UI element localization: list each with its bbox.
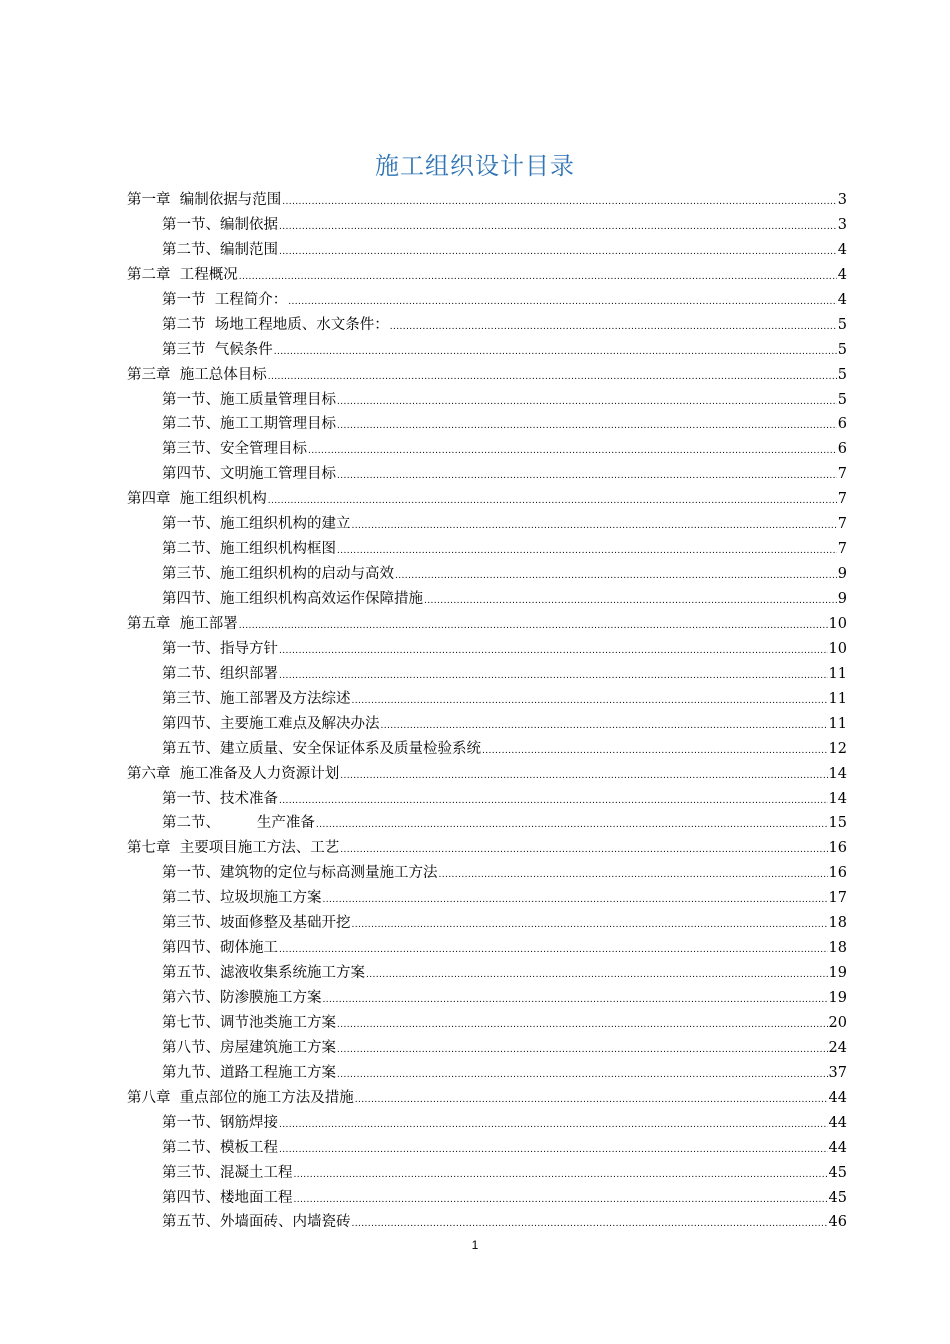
toc-section-entry[interactable] [127, 313, 847, 338]
toc-dot-leader [279, 938, 828, 963]
toc-entry-page: 4 [837, 266, 847, 283]
toc-entry-label: 第六节、防渗膜施工方案 [162, 990, 322, 1006]
toc-chapter-entry[interactable] [127, 263, 847, 288]
toc-dot-leader [279, 215, 837, 240]
toc-chapter-entry[interactable] [127, 363, 847, 388]
toc-section-entry[interactable] [127, 1036, 847, 1061]
toc-entry-page: 44 [828, 1089, 847, 1106]
toc-dot-leader [340, 764, 827, 789]
toc-section-entry[interactable] [127, 662, 847, 687]
toc-section-entry[interactable] [127, 886, 847, 911]
toc-entry-page: 19 [828, 965, 847, 982]
toc-section-entry[interactable] [127, 562, 847, 587]
toc-entry-page: 17 [828, 890, 847, 907]
toc-entry-label: 第四节、楼地面工程 [162, 1189, 293, 1206]
toc-dot-leader [355, 1088, 828, 1113]
toc-entry-page: 45 [828, 1164, 847, 1181]
toc-entry-page: 3 [837, 192, 847, 208]
toc-entry-label: 第四节、文明施工管理目标 [162, 466, 336, 483]
toc-entry-page: 6 [837, 416, 847, 433]
toc-dot-leader [294, 1163, 828, 1188]
toc-entry-page: 16 [828, 840, 847, 857]
toc-dot-leader [239, 265, 837, 290]
toc-entry-label: 第五节、建立质量、安全保证体系及质量检验系统 [162, 740, 481, 757]
toc-section-entry[interactable] [127, 1136, 847, 1161]
toc-section-entry[interactable] [127, 961, 847, 986]
toc-dot-leader [337, 464, 837, 489]
toc-entry-label: 第九节、道路工程施工方案 [162, 1064, 336, 1081]
toc-entry-page: 7 [837, 516, 847, 533]
toc-entry-page: 24 [828, 1039, 847, 1056]
table-of-contents [127, 188, 847, 1235]
toc-section-entry[interactable] [127, 911, 847, 936]
toc-section-entry[interactable] [127, 1186, 847, 1211]
toc-entry-label: 第三节、安全管理目标 [162, 441, 307, 458]
toc-entry-label: 第一节、钢筋焊接 [162, 1114, 278, 1131]
toc-section-entry[interactable] [127, 537, 847, 562]
toc-section-entry[interactable] [127, 412, 847, 437]
toc-entry-label: 第八节、房屋建筑施工方案 [162, 1039, 336, 1056]
toc-entry-label: 第五节、滤液收集系统施工方案 [162, 965, 365, 982]
toc-entry-page: 5 [837, 316, 847, 333]
toc-entry-page: 5 [837, 391, 847, 408]
toc-entry-label: 第五章 施工部署 [127, 615, 238, 632]
toc-entry-page: 5 [837, 341, 847, 358]
toc-entry-page: 6 [837, 441, 847, 458]
toc-section-entry[interactable] [127, 462, 847, 487]
toc-entry-label: 第一章 编制依据与范围 [127, 192, 282, 208]
toc-dot-leader [395, 564, 837, 589]
toc-section-entry[interactable] [127, 338, 847, 363]
toc-entry-page: 11 [828, 690, 847, 707]
toc-entry-label: 第四节、主要施工难点及解决办法 [162, 715, 380, 732]
toc-section-entry[interactable] [127, 1161, 847, 1186]
page-title: 施工组织设计目录 [375, 152, 575, 180]
toc-dot-leader [308, 439, 837, 464]
toc-dot-leader [279, 789, 828, 814]
toc-section-entry[interactable] [127, 687, 847, 712]
toc-entry-label: 第二节、施工组织机构框图 [162, 541, 336, 558]
toc-section-entry[interactable] [127, 986, 847, 1011]
toc-section-entry[interactable] [127, 1111, 847, 1136]
toc-chapter-entry[interactable] [127, 1086, 847, 1111]
toc-dot-leader [337, 539, 837, 564]
toc-entry-label: 第七节、调节池类施工方案 [162, 1014, 336, 1031]
toc-entry-page: 12 [828, 740, 847, 757]
toc-dot-leader [279, 1138, 828, 1163]
toc-dot-leader [340, 838, 827, 863]
toc-entry-label: 第三节、坡面修整及基础开挖 [162, 915, 351, 932]
toc-entry-page: 7 [837, 491, 847, 508]
toc-entry-page: 14 [828, 790, 847, 807]
toc-dot-leader [279, 1113, 828, 1138]
toc-entry-label: 第一节、编制依据 [162, 216, 278, 233]
toc-section-entry[interactable] [127, 737, 847, 762]
toc-dot-leader [337, 390, 837, 415]
toc-section-entry[interactable] [127, 1210, 847, 1235]
toc-entry-label: 第三章 施工总体目标 [127, 366, 267, 383]
toc-entry-page: 11 [828, 665, 847, 682]
toc-dot-leader [279, 240, 837, 265]
toc-dot-leader [268, 365, 837, 390]
toc-dot-leader [352, 689, 828, 714]
toc-entry-label: 第一节、施工质量管理目标 [162, 391, 336, 408]
toc-entry-label: 第三节、施工组织机构的启动与高效 [162, 566, 394, 583]
toc-entry-page: 20 [828, 1014, 847, 1031]
toc-entry-page: 5 [837, 366, 847, 383]
toc-entry-label: 第二章 工程概况 [127, 266, 238, 283]
toc-dot-leader [337, 1063, 828, 1088]
toc-entry-page: 3 [837, 216, 847, 233]
toc-entry-label: 第四节、砌体施工 [162, 940, 278, 957]
toc-entry-label: 第五节、外墙面砖、内墙瓷砖 [162, 1214, 351, 1231]
toc-dot-leader [352, 514, 837, 539]
toc-section-entry[interactable] [127, 712, 847, 737]
toc-entry-label: 第四节、施工组织机构高效运作保障措施 [162, 591, 423, 607]
toc-entry-label: 第四章 施工组织机构 [127, 491, 267, 508]
toc-dot-leader [390, 315, 837, 340]
toc-entry-page: 4 [837, 291, 847, 308]
toc-dot-leader [294, 1188, 828, 1213]
toc-entry-label: 第七章 主要项目施工方法、工艺 [127, 840, 340, 857]
toc-section-entry[interactable] [127, 1061, 847, 1086]
toc-dot-leader [323, 988, 828, 1013]
toc-section-entry[interactable] [127, 1011, 847, 1036]
toc-dot-leader [282, 190, 837, 215]
toc-section-entry[interactable] [127, 587, 847, 612]
toc-entry-page: 7 [837, 541, 847, 558]
toc-entry-page: 7 [837, 466, 847, 483]
toc-entry-page: 9 [837, 566, 847, 583]
page-number: 1 [471, 1238, 479, 1252]
toc-entry-page: 10 [828, 615, 847, 632]
toc-entry-page: 45 [828, 1189, 847, 1206]
toc-entry-page: 15 [828, 815, 847, 832]
toc-entry-label: 第一节、施工组织机构的建立 [162, 516, 351, 533]
toc-dot-leader [366, 963, 828, 988]
toc-entry-page: 10 [828, 640, 847, 657]
toc-section-entry[interactable] [127, 861, 847, 886]
toc-dot-leader [352, 913, 828, 938]
toc-entry-page: 11 [828, 715, 847, 732]
toc-chapter-entry[interactable] [127, 836, 847, 861]
toc-dot-leader [279, 639, 828, 664]
toc-entry-label: 第二节 场地工程地质、水文条件： [162, 316, 389, 333]
toc-dot-leader [268, 489, 837, 514]
toc-entry-page: 18 [828, 940, 847, 957]
toc-chapter-entry[interactable] [127, 188, 847, 213]
toc-entry-label: 第一节 工程简介： [162, 291, 288, 308]
toc-entry-label: 第三节、施工部署及方法综述 [162, 690, 351, 707]
toc-entry-page: 44 [828, 1139, 847, 1156]
toc-entry-label: 第三节 气候条件 [162, 341, 273, 358]
toc-section-entry[interactable] [127, 787, 847, 812]
toc-entry-page: 14 [828, 765, 847, 782]
toc-entry-label: 第一节、技术准备 [162, 790, 278, 807]
toc-entry-label: 第六章 施工准备及人力资源计划 [127, 765, 340, 782]
toc-entry-page: 37 [828, 1064, 847, 1081]
toc-entry-page: 19 [828, 990, 847, 1006]
toc-entry-label: 第三节、混凝土工程 [162, 1164, 293, 1181]
toc-chapter-entry[interactable] [127, 762, 847, 787]
toc-entry-label: 第二节、编制范围 [162, 241, 278, 258]
toc-dot-leader [337, 414, 837, 439]
toc-entry-label: 第八章 重点部位的施工方法及措施 [127, 1089, 354, 1106]
toc-dot-leader [316, 813, 828, 838]
toc-dot-leader [352, 1212, 828, 1237]
toc-dot-leader [381, 714, 828, 739]
toc-dot-leader [274, 340, 837, 365]
toc-entry-label: 第二节、垃圾坝施工方案 [162, 890, 322, 907]
toc-dot-leader [482, 739, 828, 764]
toc-entry-page: 18 [828, 915, 847, 932]
toc-entry-label: 第一节、建筑物的定位与标高测量施工方法 [162, 865, 438, 882]
toc-dot-leader [337, 1038, 828, 1063]
toc-section-entry[interactable] [127, 637, 847, 662]
toc-dot-leader [337, 1013, 828, 1038]
toc-dot-leader [439, 863, 828, 888]
toc-section-entry[interactable] [127, 213, 847, 238]
toc-dot-leader [424, 589, 837, 614]
toc-section-entry[interactable] [127, 388, 847, 413]
toc-section-entry[interactable] [127, 811, 847, 836]
toc-entry-label: 第二节、施工工期管理目标 [162, 416, 336, 433]
toc-chapter-entry[interactable] [127, 612, 847, 637]
toc-entry-page: 16 [828, 865, 847, 882]
toc-entry-page: 46 [828, 1214, 847, 1231]
toc-entry-page: 9 [837, 591, 847, 607]
toc-dot-leader [279, 664, 828, 689]
toc-dot-leader [239, 614, 828, 639]
toc-section-entry[interactable] [127, 936, 847, 961]
toc-section-entry[interactable] [127, 238, 847, 263]
toc-entry-label: 第二节、 生产准备 [162, 815, 315, 832]
toc-dot-leader [288, 290, 837, 315]
toc-entry-label: 第二节、组织部署 [162, 665, 278, 682]
toc-section-entry[interactable] [127, 512, 847, 537]
toc-section-entry[interactable] [127, 437, 847, 462]
toc-section-entry[interactable] [127, 288, 847, 313]
toc-entry-label: 第一节、指导方针 [162, 640, 278, 657]
toc-entry-page: 44 [828, 1114, 847, 1131]
toc-entry-label: 第二节、模板工程 [162, 1139, 278, 1156]
toc-dot-leader [323, 888, 828, 913]
toc-entry-page: 4 [837, 241, 847, 258]
toc-chapter-entry[interactable] [127, 487, 847, 512]
